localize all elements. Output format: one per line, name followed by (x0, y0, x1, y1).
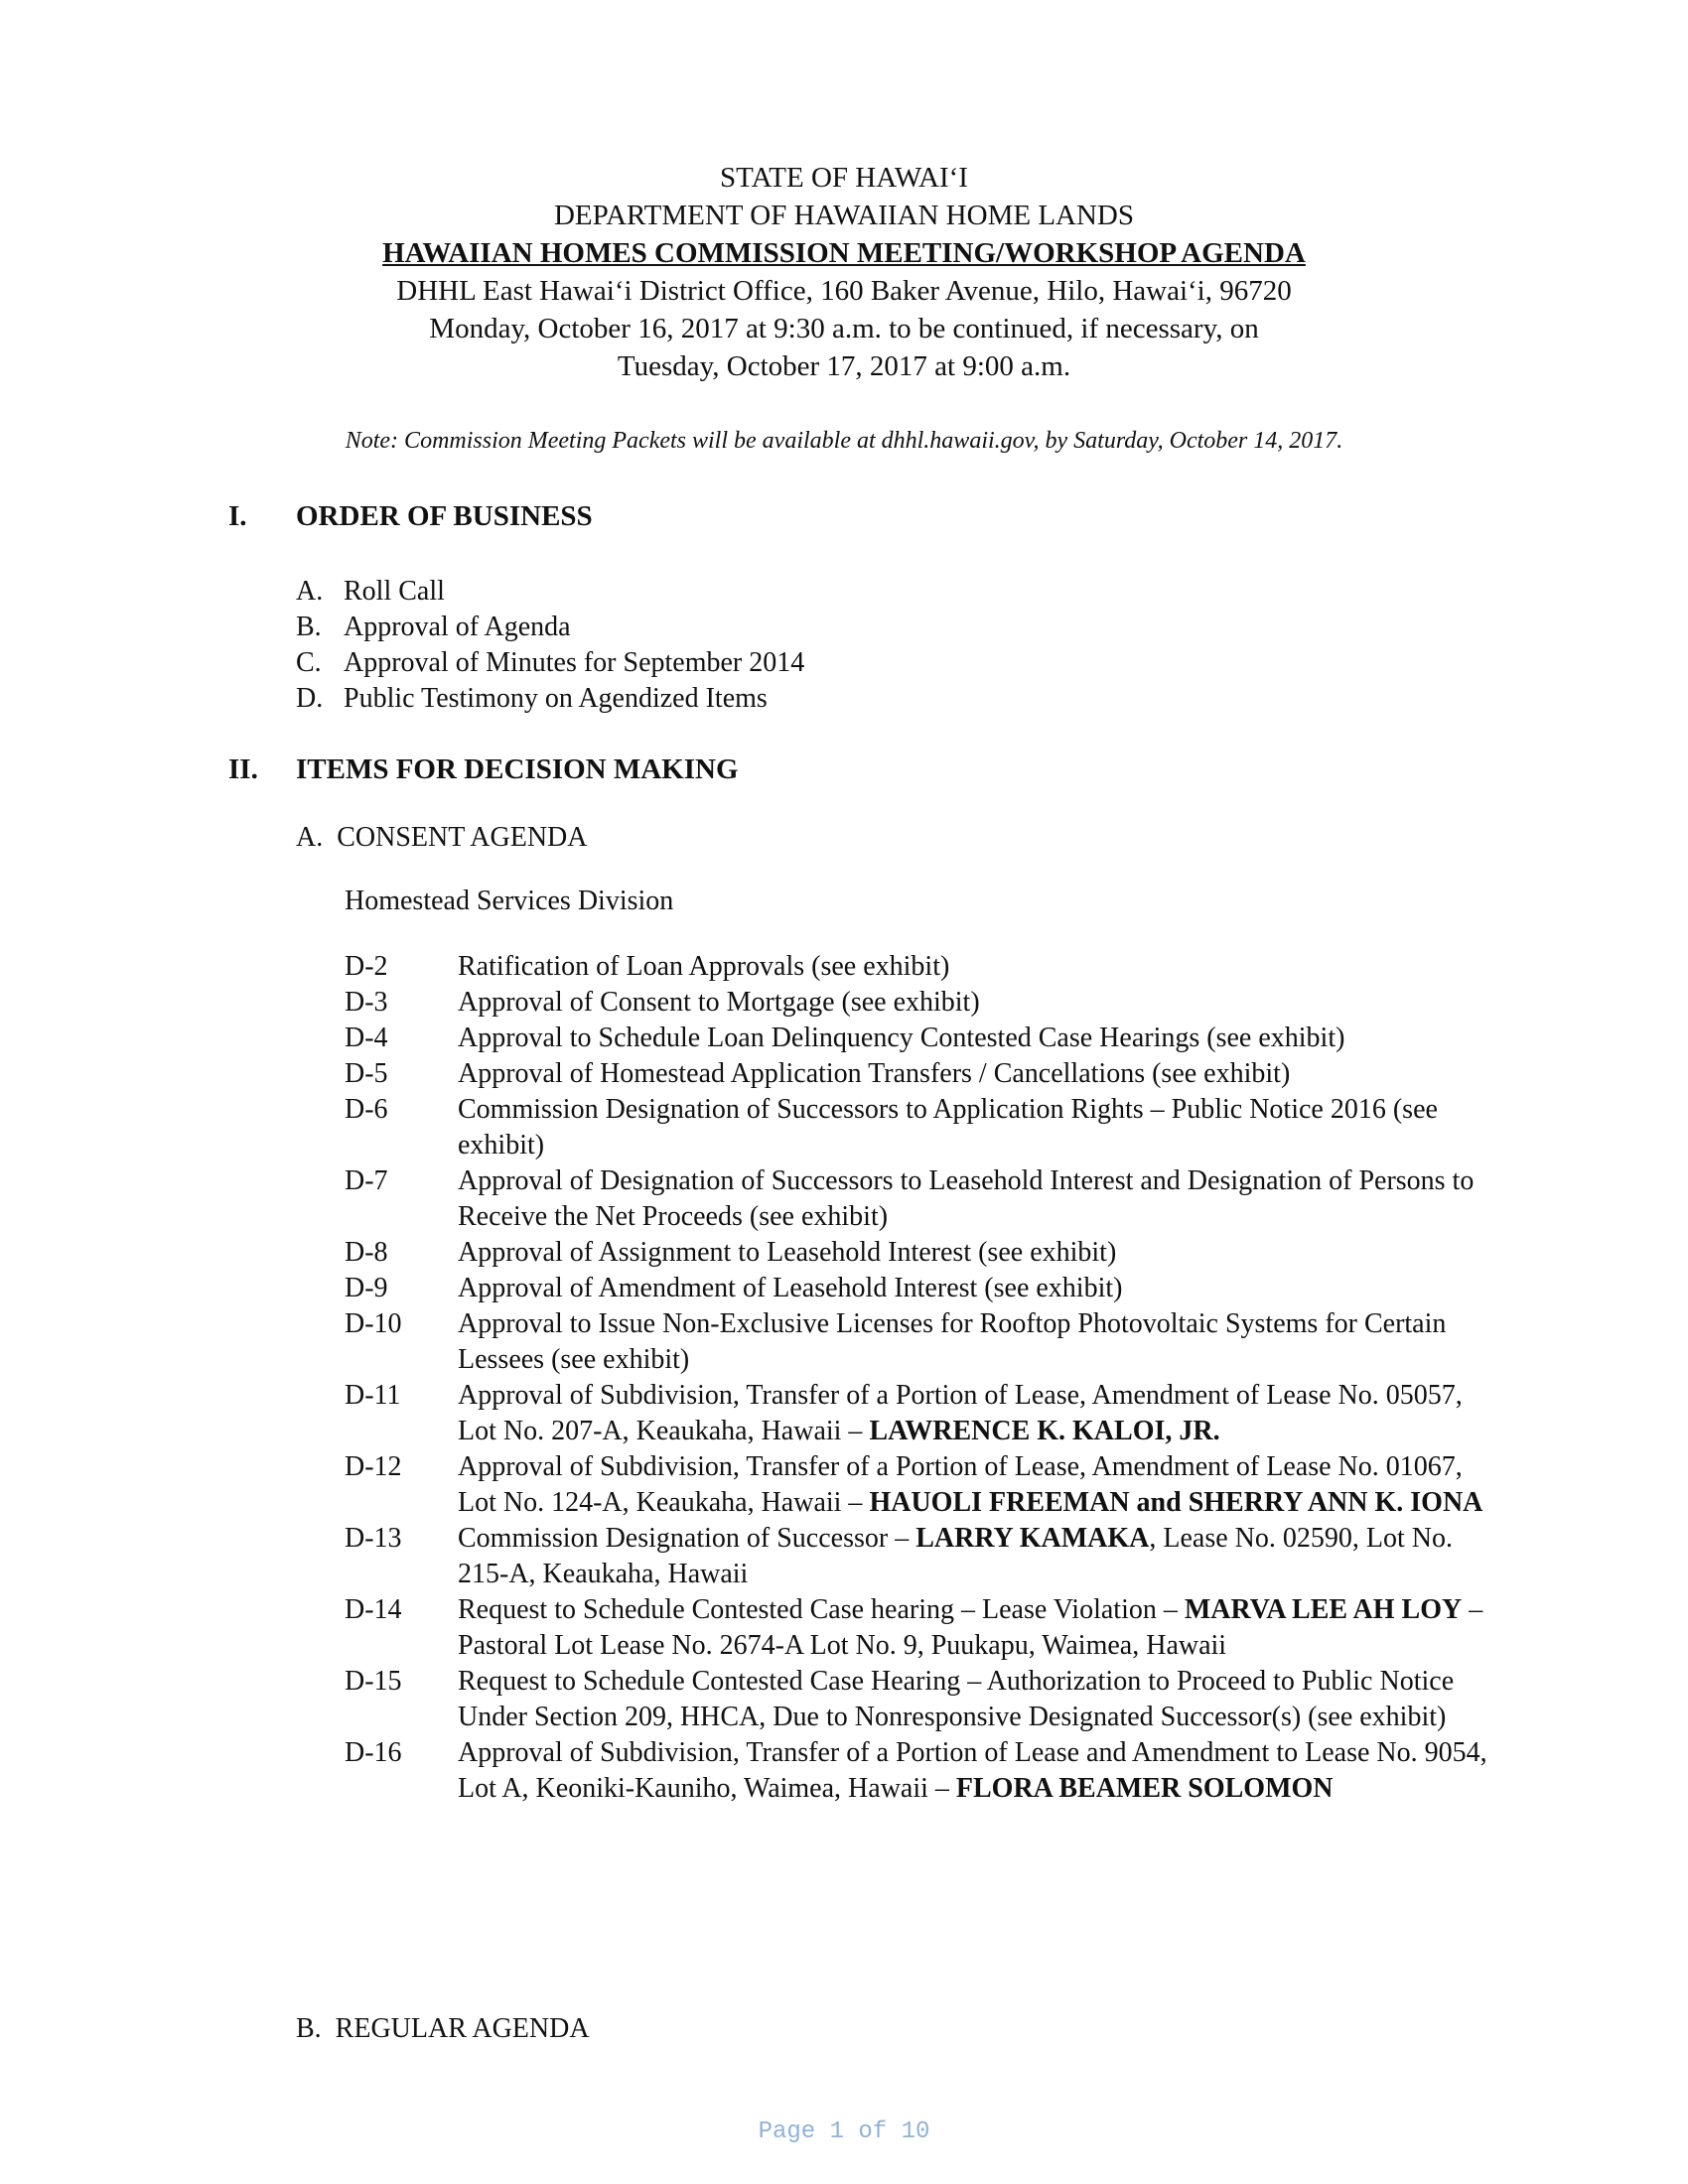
division-heading: Homestead Services Division (345, 886, 674, 916)
lessee-name: LAWRENCE K. KALOI, JR. (869, 1416, 1220, 1446)
agenda-item: D-4 Approval to Schedule Loan Delinquency Contested Case Hearings (see exhibit) (345, 1023, 1345, 1053)
agenda-item: D-12 Approval of Subdivision, Transfer of a Portion of Lease, Amendment of Lease No. 01067, Lot No. 124-A, Keaukaha, Hawaii – HAUOLI FREEMAN and SHERRY ANN K. IONA (345, 1451, 1483, 1518)
section-1-number: I. (228, 500, 247, 532)
agenda-item: D-6 Commission Designation of Successors to Application Rights – Public Notice 2016 (see exhibit) (345, 1094, 1438, 1160)
regular-agenda-heading: B. REGULAR AGENDA (296, 2013, 590, 2044)
lessee-name: FLORA BEAMER SOLOMON (955, 1773, 1334, 1804)
state-heading: STATE OF HAWAIʻI (720, 162, 968, 194)
agenda-item: D-5 Approval of Homestead Application Transfers / Cancellations (see exhibit) (345, 1058, 1291, 1089)
agenda-item: D-14 Request to Schedule Contested Case hearing – Lease Violation – MARVA LEE AH LOY – Pastoral Lot Lease No. 2674-A Lot No. 9, Puukapu, Waimea, Hawaii (345, 1594, 1483, 1661)
meeting-date-line-1: Monday, October 16, 2017 at 9:30 a.m. to be continued, if necessary, on (429, 313, 1259, 344)
consent-items-list (345, 949, 1496, 1807)
agenda-item: D-16 Approval of Subdivision, Transfer of a Portion of Lease and Amendment to Lease No. 9054, Lot A, Keoniki-Kauniho, Waimea, Hawaii – FLORA BEAMER SOLOMON (345, 1737, 1487, 1804)
order-of-business-list (296, 574, 804, 717)
agenda-item: D-15 Request to Schedule Contested Case Hearing – Authorization to Proceed to Public Notice Under Section 209, HHCA, Due to Nonresponsive Designated Successor(s) (see exhibit) (345, 1666, 1455, 1732)
section-1-title: ORDER OF BUSINESS (296, 500, 593, 532)
agenda-item: D-2 Ratification of Loan Approvals (see exhibit) (345, 951, 950, 982)
lessee-name: MARVA LEE AH LOY (1184, 1594, 1463, 1625)
agenda-item: D-8 Approval of Assignment to Leasehold Interest (see exhibit) (345, 1237, 1117, 1268)
lessee-name: LARRY KAMAKA (915, 1523, 1150, 1554)
meeting-date-line-2: Tuesday, October 17, 2017 at 9:00 a.m. (617, 350, 1071, 382)
agenda-item: D-7 Approval of Designation of Successors to Leasehold Interest and Designation of Persons to Receive the Net Proceeds (see exhibit) (345, 1165, 1475, 1232)
agenda-item: D-9 Approval of Amendment of Leasehold Interest (see exhibit) (345, 1273, 1123, 1303)
agenda-item: D-10 Approval to Issue Non-Exclusive Licenses for Rooftop Photovoltaic Systems for Certain Lessees (see exhibit) (345, 1308, 1447, 1375)
agenda-title: HAWAIIAN HOMES COMMISSION MEETING/WORKSHOP AGENDA (382, 237, 1306, 269)
section-2-title: ITEMS FOR DECISION MAKING (296, 753, 739, 785)
agenda-item: D-13 Commission Designation of Successor – LARRY KAMAKA, Lease No. 02590, Lot No. 215-A, Keaukaha, Hawaii (345, 1523, 1453, 1589)
list-item: B. Approval of Agenda (296, 612, 571, 642)
packet-note: Note: Commission Meeting Packets will be available at dhhl.hawaii.gov, by Saturday, October 14, 2017. (345, 428, 1343, 454)
list-item: A. Roll Call (296, 576, 445, 607)
consent-agenda-heading: A. CONSENT AGENDA (296, 822, 588, 853)
list-item: C. Approval of Minutes for September 2014 (296, 647, 805, 678)
lessee-name: HAUOLI FREEMAN and SHERRY ANN K. IONA (869, 1487, 1483, 1518)
agenda-item: D-3 Approval of Consent to Mortgage (see exhibit) (345, 987, 980, 1018)
agenda-item: D-11 Approval of Subdivision, Transfer of a Portion of Lease, Amendment of Lease No. 05057, Lot No. 207-A, Keaukaha, Hawaii – LAWRENCE K. KALOI, JR. (345, 1380, 1463, 1446)
department-heading: DEPARTMENT OF HAWAIIAN HOME LANDS (553, 200, 1134, 231)
section-2-number: II. (228, 753, 258, 785)
meeting-location: DHHL East Hawaiʻi District Office, 160 Baker Avenue, Hilo, Hawaiʻi, 96720 (396, 275, 1292, 307)
page-number: Page 1 of 10 (758, 2118, 930, 2145)
list-item: D. Public Testimony on Agendized Items (296, 683, 768, 714)
